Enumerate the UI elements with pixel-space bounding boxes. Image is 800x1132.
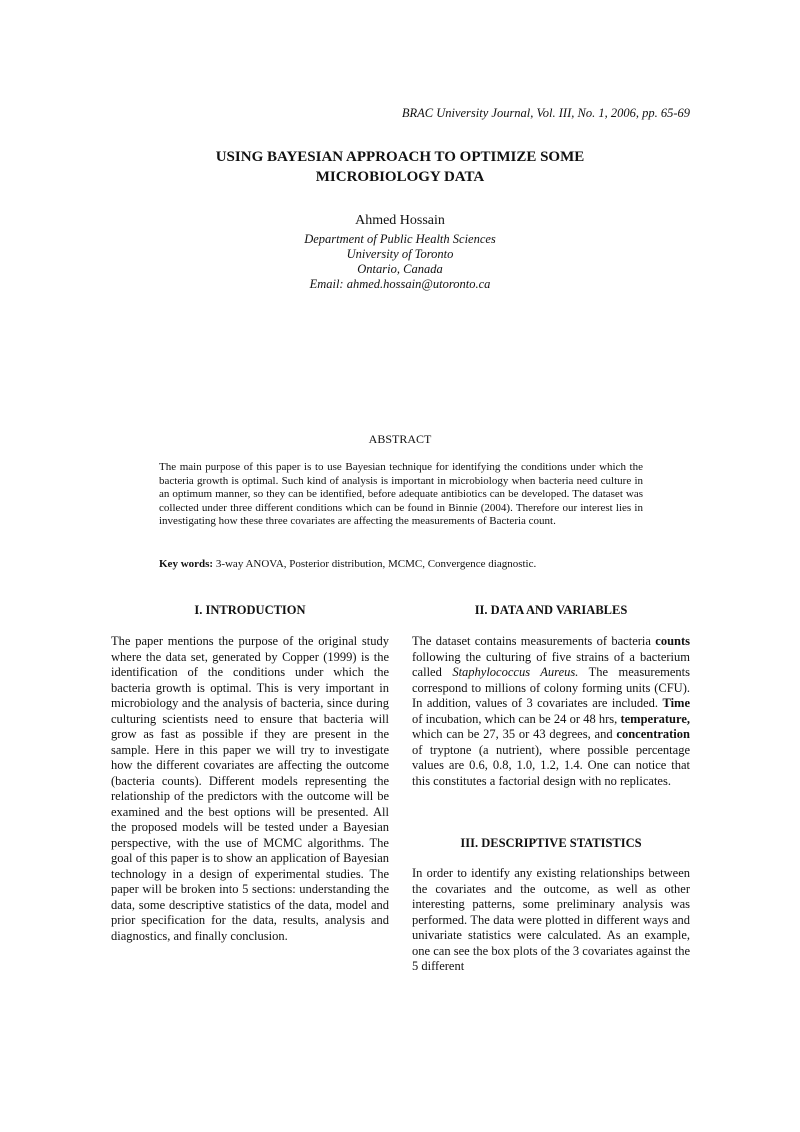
text-run: following the culturing of five strains of a bacterium called	[412, 649, 690, 679]
text-run: of tryptone (a nutrient), where possible percentage values are 0.6, 0.8, 1.0, 1.2, 1.4. One can notice that this constitutes a factorial design with no replicates.	[412, 742, 690, 788]
author-location: Ontario, Canada	[357, 262, 443, 276]
author-department: Department of Public Health Sciences	[304, 232, 496, 246]
data-variables-body	[412, 634, 690, 789]
journal-citation: BRAC University Journal, Vol. III, No. 1, 2006, pp. 65-69	[401, 106, 690, 120]
term-species: Staphylococcus Aureus.	[452, 665, 579, 679]
section-heading-descriptive-statistics: III. DESCRIPTIVE STATISTICS	[460, 836, 642, 850]
keywords	[159, 558, 643, 570]
paper-title	[150, 147, 650, 187]
text-run: The measurements correspond to millions of colony forming units (CFU). In addition, values of 3 covariates are included.	[412, 665, 690, 710]
term-time: Time	[662, 696, 690, 710]
descriptive-statistics-body: In order to identify any existing relationships between the covariates and the outcome, as well as other interesting patterns, some preliminary analysis was performed. The data were plotted in different ways and univariate statistics were calculated. As an example, one can see the box plots of the 3 covariates against the 5 different	[412, 866, 690, 973]
text-run: of incubation, which can be 24 or 48 hrs,	[412, 711, 621, 726]
keywords-label: Key words:	[159, 558, 214, 570]
text-run: which can be 27, 35 or 43 degrees, and	[412, 727, 617, 741]
text-run: The dataset contains measurements of bacteria	[412, 634, 656, 648]
term-temperature: temperature,	[620, 711, 690, 726]
author-email: Email: ahmed.hossain@utoronto.ca	[309, 277, 491, 291]
author-name: Ahmed Hossain	[355, 213, 445, 228]
author-university: University of Toronto	[346, 247, 454, 261]
title-line-1: USING BAYESIAN APPROACH TO OPTIMIZE SOME	[215, 149, 585, 165]
term-concentration: concentration	[616, 727, 690, 741]
keywords-list: 3-way ANOVA, Posterior distribution, MCMC, Convergence diagnostic.	[213, 558, 537, 570]
title-line-2: MICROBIOLOGY DATA	[315, 169, 485, 185]
abstract-body: The main purpose of this paper is to use Bayesian technique for identifying the conditions under which the bacteria growth is optimal. Such kind of analysis is important in microbiology when bacteria need culture in an optimum manner, so they can be identified, before adequate antibiotics can be developed. The dataset was collected under three different conditions which can be found in Binnie (2004). Therefore our interest lies in investigating how these three covariates are affecting the measurements of Bacteria count.	[159, 461, 643, 527]
section-heading-data-variables: II. DATA AND VARIABLES	[474, 603, 628, 617]
abstract-heading: ABSTRACT	[368, 432, 432, 446]
section-heading-introduction: I. INTRODUCTION	[194, 603, 306, 617]
term-counts: counts	[655, 634, 690, 648]
introduction-body: The paper mentions the purpose of the original study where the data set, generated by Copper (1999) is the identification of the conditions under which the bacteria growth is optimal. This is very important in microbiology and the analysis of bacteria, since during culturing scientists need to ensure that bacteria will grow as fast as possible if they are present in the sample. Here in this paper we will try to investigate how the different covariates are affecting the outcome (bacteria counts). Different models representing the relationship of the predictors with the outcome will be examined and the best options will be presented. All the proposed models will be tested under a Bayesian perspective, with the use of MCMC algorithms. The goal of this paper is to show an application of Bayesian technology in a design of experimental studies. The paper will be broken into 5 sections: understanding the data, some descriptive statistics of the data, model and prior specification for the data, results, analysis and diagnostics, and finally conclusion.	[111, 634, 389, 943]
